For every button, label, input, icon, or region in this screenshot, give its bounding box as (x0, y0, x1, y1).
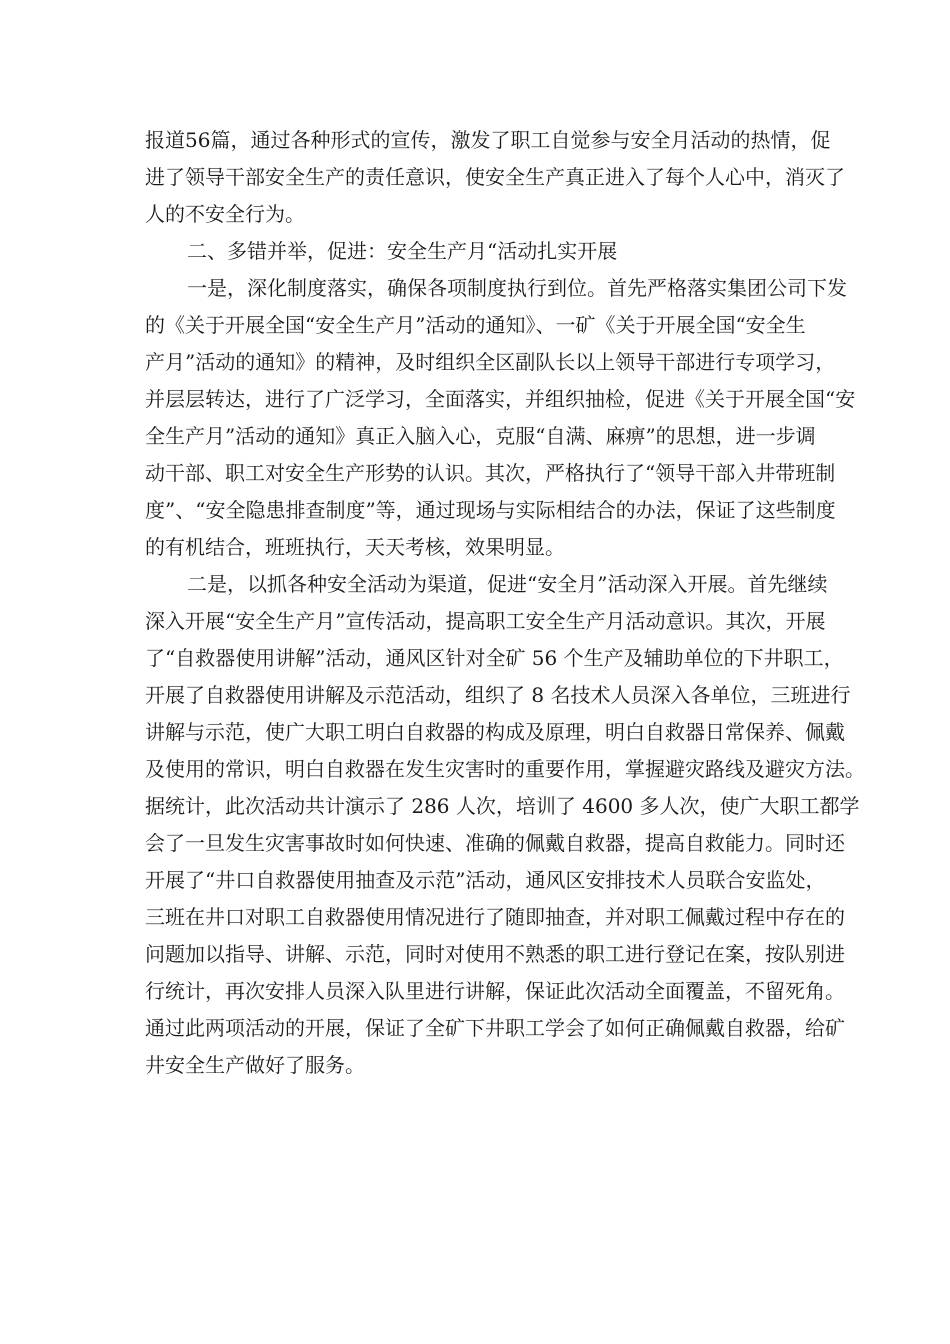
text-line: 全生产月”活动的通知》真正入脑入心，克服“自满、麻痹”的思想，进一步调 (145, 424, 816, 448)
text-line: 井安全生产做好了服务。 (145, 1053, 365, 1077)
text-line: 问题加以指导、讲解、示范，同时对使用不熟悉的职工进行登记在案，按队别进 (145, 942, 845, 966)
document-body (145, 122, 865, 1084)
text-line: 及使用的常识，明白自救器在发生灾害时的重要作用，掌握避灾路线及避灾方法。 (145, 757, 865, 781)
text-line: 并层层转达，进行了广泛学习，全面落实，并组织抽检，促进《关于开展全国“安 (145, 387, 856, 411)
text-line: 二是，以抓各种安全活动为渠道，促进“安全月”活动深入开展。首先继续 (187, 572, 828, 596)
text-line: 开展了“井口自救器使用抽查及示范”活动，通风区安排技术人员联合安监处， (145, 868, 826, 892)
text-line: 行统计，再次安排人员深入队里进行讲解，保证此次活动全面覆盖，不留死角。 (145, 979, 845, 1003)
text-line: 报道56篇，通过各种形式的宣传，激发了职工自觉参与安全月活动的热情，促 (145, 128, 831, 152)
text-line: 度”、“安全隐患排查制度”等，通过现场与实际相结合的办法，保证了这些制度 (145, 498, 836, 522)
text-line: 会了一旦发生灾害事故时如何快速、准确的佩戴自救器，提高自救能力。同时还 (145, 831, 845, 855)
text-line: 三班在井口对职工自救器使用情况进行了随即抽查，并对职工佩戴过程中存在的 (145, 905, 845, 929)
text-line: 深入开展“安全生产月”宣传活动，提高职工安全生产月活动意识。其次，开展 (145, 609, 826, 633)
text-line: 动干部、职工对安全生产形势的认识。其次，严格执行了“领导干部入井带班制 (145, 461, 836, 485)
text-line: 一是，深化制度落实，确保各项制度执行到位。首先严格落实集团公司下发 (187, 276, 847, 300)
text-line: 人的不安全行为。 (145, 202, 305, 226)
text-line: 的《关于开展全国“安全生产月”活动的通知》、一矿《关于开展全国“安全生 (145, 313, 806, 337)
text-line: 了“自救器使用讲解”活动，通风区针对全矿 56 个生产及辅助单位的下井职工， (145, 646, 844, 670)
text-line: 据统计，此次活动共计演示了 286 人次，培训了 4600 多人次，使广大职工都学 (145, 794, 860, 818)
text-line: 的有机结合，班班执行，天天考核，效果明显。 (145, 535, 565, 559)
text-line: 产月”活动的通知》的精神，及时组织全区副队长以上领导干部进行专项学习， (145, 350, 836, 374)
text-line: 通过此两项活动的开展，保证了全矿下井职工学会了如何正确佩戴自救器，给矿 (145, 1016, 845, 1040)
text-line: 进了领导干部安全生产的责任意识，使安全生产真正进入了每个人心中，消灭了 (145, 165, 845, 189)
text-line: 讲解与示范，使广大职工明白自救器的构成及原理，明白自救器日常保养、佩戴 (145, 720, 845, 744)
text-line: 二、多错并举，促进：安全生产月“活动扎实开展 (187, 239, 618, 263)
text-line: 开展了自救器使用讲解及示范活动，组织了 8 名技术人员深入各单位，三班进行 (145, 683, 851, 707)
